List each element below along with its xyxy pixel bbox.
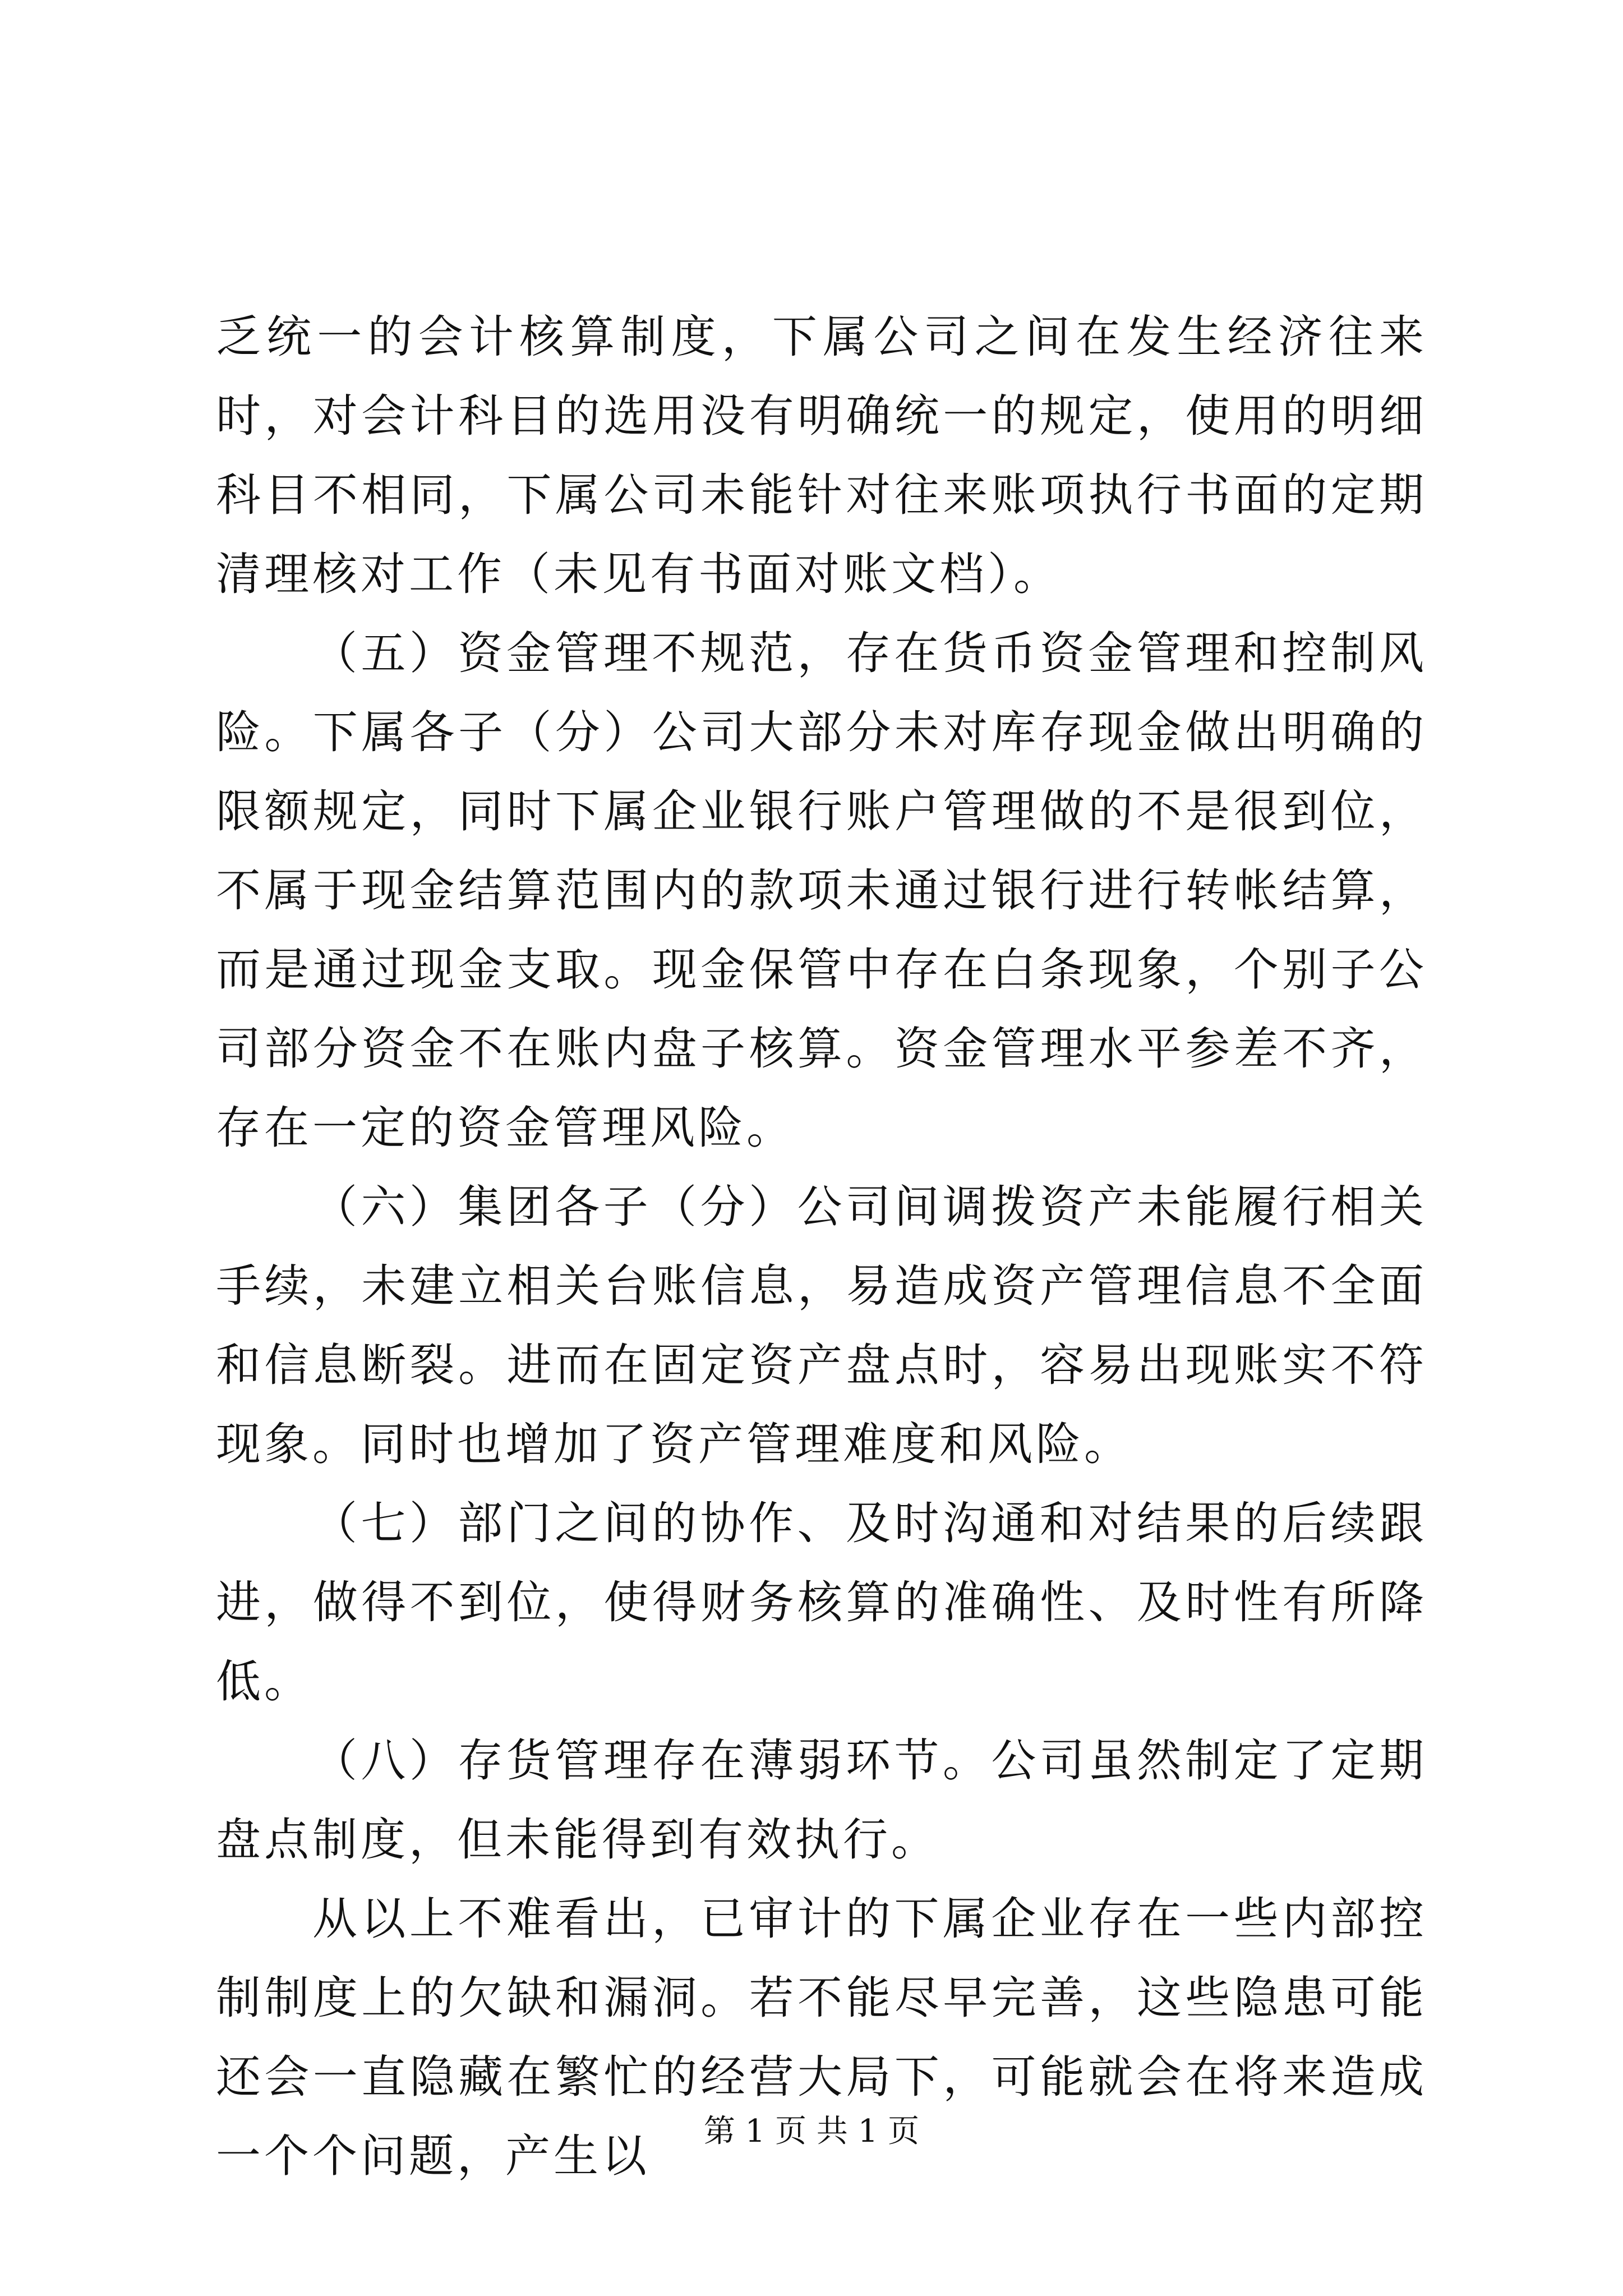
paragraph-inventory-management: （八）存货管理存在薄弱环节。公司虽然制定了定期盘点制度，但未能得到有效执行。: [216, 1734, 1427, 1866]
paragraph-continuation: 乏统一的会计核算制度，下属公司之间在发生经济往来时，对会计科目的选用没有明确统一的规定，使用的明细科目不相同，下属公司未能针对往来账项执行书面的定期清理核对工作（未见有书面对账文档）。: [216, 311, 1427, 600]
paragraph-fund-management: （五）资金管理不规范，存在货币资金管理和控制风险。下属各子（分）公司大部分未对库存现金做出明确的限额规定，同时下属企业银行账户管理做的不是很到位，不属于现金结算范围内的款项未通过银行进行转帐结算，而是通过现金支取。现金保管中存在白条现象，个别子公司部分资金不在账内盘子核算。资金管理水平参差不齐，存在一定的资金管理风险。: [216, 627, 1427, 1154]
paragraph-department-coordination: （七）部门之间的协作、及时沟通和对结果的后续跟进，做得不到位，使得财务核算的准确性、及时性有所降低。: [216, 1497, 1427, 1708]
paragraph-conclusion: 从以上不难看出，已审计的下属企业存在一些内部控制制度上的欠缺和漏洞。若不能尽早完善，这些隐患可能还会一直隐藏在繁忙的经营大局下，可能就会在将来造成一个个问题，产生以: [216, 1893, 1427, 2182]
paragraph-asset-transfer: （六）集团各子（分）公司间调拨资产未能履行相关手续，未建立相关台账信息，易造成资产管理信息不全面和信息断裂。进而在固定资产盘点时，容易出现账实不符现象。同时也增加了资产管理难度和风险。: [216, 1181, 1427, 1470]
document-body: [216, 297, 1427, 2196]
page-number-footer: 第 1 页 共 1 页: [703, 2113, 920, 2150]
